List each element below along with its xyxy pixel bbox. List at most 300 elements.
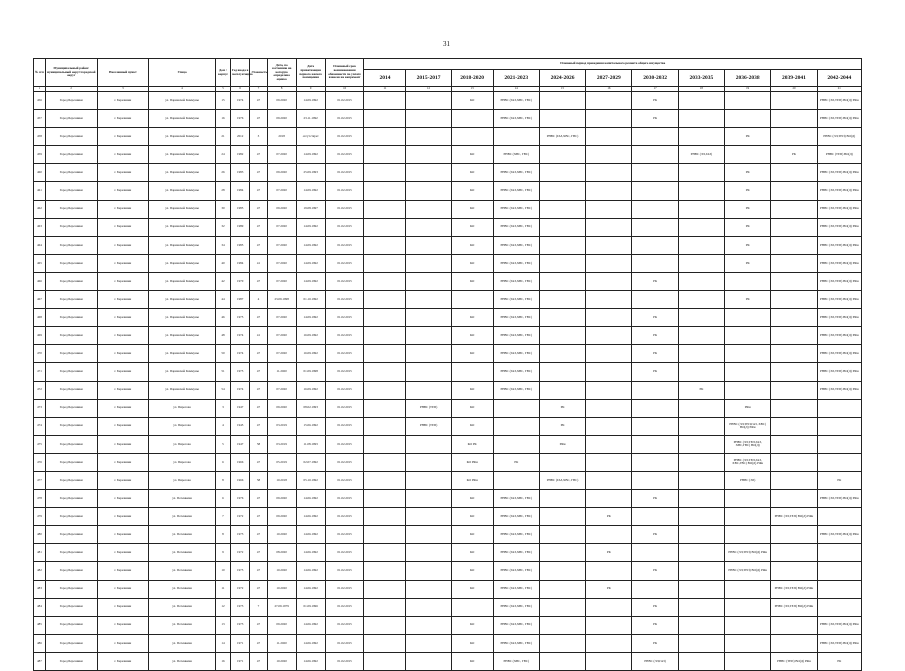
cell-house: 16 bbox=[215, 652, 230, 670]
cell-assessment-date: 09.2020 bbox=[267, 164, 296, 182]
cell-period-2021-2023: РНВС (ГАЗ,ХВС, ГВС) bbox=[493, 562, 539, 580]
cell-period-2015-2017 bbox=[406, 146, 451, 164]
column-number: 4 bbox=[149, 87, 216, 92]
cell-period-2030-2032 bbox=[632, 580, 678, 598]
cell-period-2014 bbox=[364, 435, 406, 453]
cell-locality: г. Березники bbox=[97, 128, 149, 146]
cell-period-2024-2026 bbox=[539, 453, 585, 471]
cell-year-built: 1987 bbox=[230, 291, 249, 309]
cell-municipality: Город Березники bbox=[45, 164, 97, 182]
cell-period-2042-2044 bbox=[817, 580, 861, 598]
cell-year-built: 1972 bbox=[230, 508, 249, 526]
cell-year-built: 1947 bbox=[230, 399, 249, 417]
table-row bbox=[34, 92, 862, 110]
cell-floors: 47 bbox=[250, 381, 267, 399]
cell-obligation-date: 01.02.2015 bbox=[325, 526, 364, 544]
cell-period-2042-2044: РНВС (ЭЛ,ТЕП) ВО(Д) РФн bbox=[817, 309, 861, 327]
cell-period-2014 bbox=[364, 92, 406, 110]
cell-period-2033-2035 bbox=[678, 345, 724, 363]
cell-period-2014 bbox=[364, 363, 406, 381]
cell-municipality: Город Березники bbox=[45, 580, 97, 598]
cell-obligation-date: 01.02.2015 bbox=[325, 634, 364, 652]
cell-period-2036-2038 bbox=[725, 490, 771, 508]
cell-privatization-date: 14.09.1992 bbox=[296, 146, 325, 164]
cell-period-2018-2020: КО bbox=[451, 616, 493, 634]
cell-floors: 58 bbox=[250, 435, 267, 453]
cell-municipality: Город Березники bbox=[45, 291, 97, 309]
cell-street: ул. Потемкина bbox=[149, 580, 216, 598]
cell-period-2021-2023: РНВС (ХВС, ГВС) bbox=[493, 146, 539, 164]
header-year-9: 2039-2041 bbox=[771, 70, 817, 87]
cell-num: 485 bbox=[34, 616, 46, 634]
cell-assessment-date: 09.2020 bbox=[267, 616, 296, 634]
cell-privatization-date: 14.06.1992 bbox=[296, 526, 325, 544]
cell-period-2024-2026 bbox=[539, 92, 585, 110]
column-number: 13 bbox=[451, 87, 493, 92]
cell-period-2033-2035 bbox=[678, 490, 724, 508]
cell-period-2036-2038: РК bbox=[725, 254, 771, 272]
cell-period-2042-2044 bbox=[817, 544, 861, 562]
column-number: 8 bbox=[267, 87, 296, 92]
cell-num: 466 bbox=[34, 272, 46, 290]
cell-period-2030-2032 bbox=[632, 128, 678, 146]
column-number: 6 bbox=[230, 87, 249, 92]
cell-num: 483 bbox=[34, 580, 46, 598]
cell-period-2036-2038 bbox=[725, 272, 771, 290]
cell-assessment-date: 09.2020 bbox=[267, 508, 296, 526]
cell-obligation-date: 01.02.2015 bbox=[325, 146, 364, 164]
cell-period-2033-2035 bbox=[678, 598, 724, 616]
cell-privatization-date: 14.06.1992 bbox=[296, 616, 325, 634]
cell-period-2014 bbox=[364, 236, 406, 254]
cell-period-2024-2026 bbox=[539, 562, 585, 580]
cell-period-2036-2038 bbox=[725, 634, 771, 652]
cell-period-2036-2038: РНВС (ЭЛ,ТЕП,ГАЗ, ХВС) ВО(Д) РФн bbox=[725, 417, 771, 435]
cell-period-2036-2038 bbox=[725, 92, 771, 110]
cell-period-2018-2020: КО bbox=[451, 146, 493, 164]
cell-period-2027-2029 bbox=[586, 110, 632, 128]
cell-period-2042-2044: РНВС (ЭЛ,ТЕП) ВО(Д) РФн bbox=[817, 164, 861, 182]
table-row bbox=[34, 327, 862, 345]
cell-period-2039-2041 bbox=[771, 110, 817, 128]
cell-street: ул. Парижской Коммуны bbox=[149, 254, 216, 272]
cell-num: 465 bbox=[34, 254, 46, 272]
cell-period-2018-2020 bbox=[451, 110, 493, 128]
cell-period-2021-2023: РНВС (ГАЗ,ХВС, ГВС) bbox=[493, 236, 539, 254]
table-row bbox=[34, 435, 862, 453]
cell-period-2014 bbox=[364, 562, 406, 580]
cell-period-2042-2044: РНВС (ЭЛ,ТЕП) ВО(Д) РФн bbox=[817, 182, 861, 200]
cell-period-2027-2029 bbox=[586, 634, 632, 652]
cell-year-built: 1985 bbox=[230, 236, 249, 254]
cell-house: 54 bbox=[215, 381, 230, 399]
cell-floors: 47 bbox=[250, 417, 267, 435]
cell-period-2033-2035 bbox=[678, 92, 724, 110]
cell-street: ул. Парижской Коммуны bbox=[149, 363, 216, 381]
cell-period-2027-2029 bbox=[586, 128, 632, 146]
cell-locality: г. Березники bbox=[97, 309, 149, 327]
cell-municipality: Город Березники bbox=[45, 471, 97, 489]
cell-floors: 47 bbox=[250, 580, 267, 598]
column-number: 3 bbox=[97, 87, 149, 92]
cell-period-2036-2038 bbox=[725, 508, 771, 526]
cell-period-2021-2023: РНВС (ГАЗ,ХВС, ГВС) bbox=[493, 598, 539, 616]
cell-period-2014 bbox=[364, 291, 406, 309]
cell-privatization-date: 25.09.1993 bbox=[296, 164, 325, 182]
cell-period-2014 bbox=[364, 182, 406, 200]
header-plan-period: Плановый период проведения капитального ремонта общего имущества bbox=[364, 59, 862, 70]
cell-assessment-date: 07.2020 bbox=[267, 218, 296, 236]
cell-period-2021-2023: РНВС (ГАЗ,ХВС, ГВС) bbox=[493, 218, 539, 236]
cell-obligation-date: 01.02.2015 bbox=[325, 92, 364, 110]
cell-municipality: Город Березники bbox=[45, 254, 97, 272]
cell-period-2015-2017 bbox=[406, 236, 451, 254]
cell-period-2015-2017 bbox=[406, 490, 451, 508]
cell-period-2021-2023: РНВС (ГАЗ,ХВС, ГВС) bbox=[493, 110, 539, 128]
cell-obligation-date: 01.02.2015 bbox=[325, 128, 364, 146]
cell-street: ул. Парижской Коммуны bbox=[149, 92, 216, 110]
cell-period-2024-2026 bbox=[539, 508, 585, 526]
cell-municipality: Город Березники bbox=[45, 236, 97, 254]
cell-municipality: Город Березники bbox=[45, 544, 97, 562]
cell-locality: г. Березники bbox=[97, 182, 149, 200]
cell-period-2039-2041: РНВС (ЭЛ,ТЕП) ВО(Д) РФн bbox=[771, 580, 817, 598]
cell-obligation-date: 01.02.2015 bbox=[325, 435, 364, 453]
cell-municipality: Город Березники bbox=[45, 399, 97, 417]
cell-period-2018-2020: КО bbox=[451, 652, 493, 670]
cell-assessment-date: 27.09.1979 bbox=[267, 598, 296, 616]
cell-period-2018-2020: КО bbox=[451, 200, 493, 218]
cell-floors: 47 bbox=[250, 110, 267, 128]
repair-schedule-table bbox=[33, 58, 862, 671]
cell-period-2027-2029 bbox=[586, 598, 632, 616]
table-row bbox=[34, 562, 862, 580]
cell-assessment-date: 07.2020 bbox=[267, 236, 296, 254]
cell-period-2030-2032: РК bbox=[632, 562, 678, 580]
cell-period-2030-2032: РК bbox=[632, 327, 678, 345]
cell-period-2018-2020: КО bbox=[451, 164, 493, 182]
header-year-7: 2033-2035 bbox=[678, 70, 724, 87]
cell-period-2042-2044: РНВС (ЭЛ,ТЕП) ВО(Д) РФн bbox=[817, 327, 861, 345]
cell-assessment-date: 03.2019 bbox=[267, 417, 296, 435]
cell-period-2033-2035 bbox=[678, 200, 724, 218]
cell-period-2015-2017 bbox=[406, 471, 451, 489]
cell-assessment-date: 23.09.1998 bbox=[267, 291, 296, 309]
cell-locality: г. Березники bbox=[97, 272, 149, 290]
cell-period-2039-2041 bbox=[771, 200, 817, 218]
cell-period-2036-2038 bbox=[725, 652, 771, 670]
cell-period-2027-2029 bbox=[586, 435, 632, 453]
cell-period-2030-2032: РК bbox=[632, 110, 678, 128]
cell-period-2036-2038: РК bbox=[725, 236, 771, 254]
cell-period-2033-2035 bbox=[678, 616, 724, 634]
cell-period-2014 bbox=[364, 508, 406, 526]
cell-municipality: Город Березники bbox=[45, 490, 97, 508]
cell-locality: г. Березники bbox=[97, 490, 149, 508]
cell-privatization-date: 16.09.1992 bbox=[296, 327, 325, 345]
cell-num: 481 bbox=[34, 544, 46, 562]
cell-period-2018-2020: КО bbox=[451, 417, 493, 435]
cell-period-2027-2029 bbox=[586, 453, 632, 471]
cell-municipality: Город Березники bbox=[45, 146, 97, 164]
cell-street: ул. Парижской Коммуны bbox=[149, 272, 216, 290]
cell-num: 461 bbox=[34, 182, 46, 200]
cell-period-2015-2017 bbox=[406, 291, 451, 309]
cell-house: 15 bbox=[215, 92, 230, 110]
cell-year-built: 1973 bbox=[230, 616, 249, 634]
cell-period-2021-2023: РНВС (ГАЗ,ХВС, ГВС) bbox=[493, 291, 539, 309]
cell-floors: 4 bbox=[250, 291, 267, 309]
cell-period-2021-2023: РНВС (ГАЗ,ХВС, ГВС) bbox=[493, 526, 539, 544]
cell-num: 467 bbox=[34, 291, 46, 309]
cell-house: 30 bbox=[215, 200, 230, 218]
cell-period-2018-2020: КО bbox=[451, 254, 493, 272]
cell-house: 6 bbox=[215, 490, 230, 508]
cell-year-built: 1976 bbox=[230, 490, 249, 508]
cell-obligation-date: 01.02.2015 bbox=[325, 291, 364, 309]
cell-period-2033-2035 bbox=[678, 417, 724, 435]
cell-period-2042-2044: РНВС (ЭЛ,ТЕП) ВО(Д) РФн bbox=[817, 291, 861, 309]
cell-floors: 41 bbox=[250, 254, 267, 272]
cell-period-2014 bbox=[364, 345, 406, 363]
cell-period-2015-2017 bbox=[406, 164, 451, 182]
cell-locality: г. Березники bbox=[97, 526, 149, 544]
cell-period-2018-2020: КО bbox=[451, 236, 493, 254]
cell-assessment-date: 10.2018 bbox=[267, 471, 296, 489]
cell-street: ул. Пирогова bbox=[149, 417, 216, 435]
cell-period-2021-2023: РНВС (ГАЗ,ХВС, ГВС) bbox=[493, 580, 539, 598]
cell-period-2033-2035 bbox=[678, 435, 724, 453]
cell-period-2027-2029 bbox=[586, 218, 632, 236]
cell-period-2030-2032 bbox=[632, 200, 678, 218]
cell-period-2027-2029: РК bbox=[586, 544, 632, 562]
cell-locality: г. Березники bbox=[97, 345, 149, 363]
cell-num: 484 bbox=[34, 598, 46, 616]
cell-period-2021-2023: РНВС (ГАЗ,ХВС, ГВС) bbox=[493, 272, 539, 290]
cell-num: 457 bbox=[34, 110, 46, 128]
cell-floors: 47 bbox=[250, 345, 267, 363]
column-number: 2 bbox=[45, 87, 97, 92]
column-number: 17 bbox=[632, 87, 678, 92]
cell-period-2015-2017 bbox=[406, 363, 451, 381]
cell-period-2015-2017 bbox=[406, 254, 451, 272]
table-row bbox=[34, 381, 862, 399]
cell-locality: г. Березники bbox=[97, 236, 149, 254]
cell-period-2024-2026 bbox=[539, 544, 585, 562]
cell-obligation-date: 01.02.2015 bbox=[325, 562, 364, 580]
cell-privatization-date: 11.08.1993 bbox=[296, 435, 325, 453]
cell-period-2018-2020: КО bbox=[451, 218, 493, 236]
cell-floors: 3 bbox=[250, 128, 267, 146]
cell-period-2042-2044: РНВС (ЭЛ,ТЕП) ВО(Д) РФн bbox=[817, 272, 861, 290]
cell-period-2036-2038 bbox=[725, 526, 771, 544]
cell-assessment-date: 07.2020 bbox=[267, 381, 296, 399]
table-row bbox=[34, 490, 862, 508]
cell-locality: г. Березники bbox=[97, 598, 149, 616]
cell-period-2039-2041 bbox=[771, 634, 817, 652]
cell-obligation-date: 01.02.2015 bbox=[325, 471, 364, 489]
cell-locality: г. Березники bbox=[97, 363, 149, 381]
cell-street: ул. Парижской Коммуны bbox=[149, 182, 216, 200]
cell-num: 459 bbox=[34, 146, 46, 164]
cell-locality: г. Березники bbox=[97, 399, 149, 417]
table-row bbox=[34, 345, 862, 363]
cell-house: 46 bbox=[215, 309, 230, 327]
cell-num: 463 bbox=[34, 218, 46, 236]
cell-street: ул. Пирогова bbox=[149, 399, 216, 417]
cell-period-2036-2038 bbox=[725, 110, 771, 128]
cell-period-2014 bbox=[364, 526, 406, 544]
cell-year-built: 1971 bbox=[230, 652, 249, 670]
cell-obligation-date: 01.02.2015 bbox=[325, 381, 364, 399]
cell-period-2015-2017 bbox=[406, 544, 451, 562]
cell-street: ул. Потемкина bbox=[149, 598, 216, 616]
cell-municipality: Город Березники bbox=[45, 110, 97, 128]
cell-house: 4 bbox=[215, 417, 230, 435]
cell-street: ул. Потемкина bbox=[149, 544, 216, 562]
cell-locality: г. Березники bbox=[97, 435, 149, 453]
cell-period-2036-2038: РНВС (ЭЛ,ТЕП) ВО(Д) РФн bbox=[725, 544, 771, 562]
header-row bbox=[34, 59, 862, 70]
cell-period-2042-2044 bbox=[817, 562, 861, 580]
cell-privatization-date: 14.06.1992 bbox=[296, 652, 325, 670]
cell-obligation-date: 01.02.2015 bbox=[325, 182, 364, 200]
cell-house: 24 bbox=[215, 146, 230, 164]
cell-obligation-date: 01.02.2015 bbox=[325, 616, 364, 634]
cell-period-2024-2026 bbox=[539, 634, 585, 652]
header-year-0: 2014 bbox=[364, 70, 406, 87]
cell-num: 470 bbox=[34, 345, 46, 363]
cell-period-2024-2026 bbox=[539, 490, 585, 508]
cell-house: 8 bbox=[215, 526, 230, 544]
cell-period-2042-2044: РНВС (ЭЛ,ТЕП) ВО(Д) РФн bbox=[817, 110, 861, 128]
cell-period-2018-2020: КО bbox=[451, 272, 493, 290]
cell-period-2018-2020: КО РФн bbox=[451, 453, 493, 471]
cell-period-2021-2023: РНВС (ГАЗ,ХВС, ГВС) bbox=[493, 508, 539, 526]
cell-period-2036-2038: РФн bbox=[725, 399, 771, 417]
cell-num: 478 bbox=[34, 490, 46, 508]
cell-period-2027-2029: РК bbox=[586, 580, 632, 598]
column-number: 10 bbox=[325, 87, 364, 92]
table-row bbox=[34, 110, 862, 128]
cell-privatization-date: 01.09.1996 bbox=[296, 598, 325, 616]
cell-period-2033-2035 bbox=[678, 182, 724, 200]
cell-period-2024-2026 bbox=[539, 363, 585, 381]
header-year-1: 2015-2017 bbox=[406, 70, 451, 87]
cell-period-2024-2026 bbox=[539, 291, 585, 309]
cell-privatization-date: 14.09.1992 bbox=[296, 309, 325, 327]
cell-assessment-date: 07.2020 bbox=[267, 182, 296, 200]
cell-privatization-date: 16.09.1992 bbox=[296, 345, 325, 363]
cell-period-2014 bbox=[364, 254, 406, 272]
cell-period-2033-2035 bbox=[678, 309, 724, 327]
cell-period-2030-2032 bbox=[632, 182, 678, 200]
cell-year-built: 1983 bbox=[230, 164, 249, 182]
cell-locality: г. Березники bbox=[97, 146, 149, 164]
cell-assessment-date: 10.2020 bbox=[267, 526, 296, 544]
cell-obligation-date: 01.02.2015 bbox=[325, 490, 364, 508]
cell-obligation-date: 01.02.2015 bbox=[325, 363, 364, 381]
cell-street: ул. Парижской Коммуны bbox=[149, 218, 216, 236]
table-row bbox=[34, 164, 862, 182]
cell-period-2033-2035 bbox=[678, 634, 724, 652]
header-num: № п/п bbox=[34, 59, 46, 87]
cell-year-built: 1974 bbox=[230, 381, 249, 399]
cell-obligation-date: 01.02.2015 bbox=[325, 399, 364, 417]
cell-period-2027-2029 bbox=[586, 146, 632, 164]
cell-street: ул. Парижской Коммуны bbox=[149, 327, 216, 345]
cell-num: 482 bbox=[34, 562, 46, 580]
cell-period-2021-2023: РНВС (ГАЗ,ХВС, ГВС) bbox=[493, 200, 539, 218]
cell-period-2039-2041 bbox=[771, 327, 817, 345]
cell-period-2014 bbox=[364, 309, 406, 327]
cell-period-2030-2032 bbox=[632, 453, 678, 471]
table-row bbox=[34, 471, 862, 489]
cell-period-2039-2041 bbox=[771, 291, 817, 309]
cell-period-2018-2020: КО bbox=[451, 381, 493, 399]
cell-period-2030-2032 bbox=[632, 218, 678, 236]
cell-period-2033-2035 bbox=[678, 652, 724, 670]
cell-house: 13 bbox=[215, 616, 230, 634]
cell-locality: г. Березники bbox=[97, 327, 149, 345]
cell-period-2030-2032 bbox=[632, 254, 678, 272]
cell-assessment-date: 07.2020 bbox=[267, 327, 296, 345]
cell-period-2042-2044 bbox=[817, 417, 861, 435]
cell-period-2033-2035 bbox=[678, 164, 724, 182]
cell-floors: 47 bbox=[250, 146, 267, 164]
cell-period-2018-2020: КО bbox=[451, 345, 493, 363]
cell-period-2024-2026 bbox=[539, 580, 585, 598]
cell-period-2018-2020: КО bbox=[451, 92, 493, 110]
column-number: 5 bbox=[215, 87, 230, 92]
cell-obligation-date: 01.02.2015 bbox=[325, 598, 364, 616]
cell-obligation-date: 01.02.2015 bbox=[325, 164, 364, 182]
column-number: 20 bbox=[771, 87, 817, 92]
cell-municipality: Город Березники bbox=[45, 345, 97, 363]
column-number: 19 bbox=[725, 87, 771, 92]
table-row bbox=[34, 634, 862, 652]
cell-municipality: Город Березники bbox=[45, 616, 97, 634]
cell-street: ул. Парижской Коммуны bbox=[149, 164, 216, 182]
cell-period-2027-2029 bbox=[586, 200, 632, 218]
header-year-2: 2018-2020 bbox=[451, 70, 493, 87]
cell-period-2030-2032: РК bbox=[632, 616, 678, 634]
cell-obligation-date: 01.02.2015 bbox=[325, 236, 364, 254]
cell-num: 464 bbox=[34, 236, 46, 254]
column-number: 21 bbox=[817, 87, 861, 92]
cell-street: ул. Потемкина bbox=[149, 526, 216, 544]
cell-num: 479 bbox=[34, 508, 46, 526]
cell-privatization-date: 23.11.1992 bbox=[296, 110, 325, 128]
cell-period-2030-2032 bbox=[632, 508, 678, 526]
cell-period-2027-2029 bbox=[586, 291, 632, 309]
header-assessment-date: Дата, по состоянию на которую определена оценка bbox=[267, 59, 296, 87]
cell-street: ул. Парижской Коммуны bbox=[149, 291, 216, 309]
cell-privatization-date: отсутствует bbox=[296, 128, 325, 146]
cell-locality: г. Березники bbox=[97, 453, 149, 471]
cell-period-2039-2041 bbox=[771, 218, 817, 236]
cell-locality: г. Березники bbox=[97, 200, 149, 218]
table-row bbox=[34, 616, 862, 634]
cell-period-2039-2041 bbox=[771, 435, 817, 453]
cell-period-2015-2017 bbox=[406, 580, 451, 598]
cell-year-built: 1975 bbox=[230, 562, 249, 580]
column-number: 15 bbox=[539, 87, 585, 92]
cell-period-2039-2041 bbox=[771, 453, 817, 471]
cell-locality: г. Березники bbox=[97, 544, 149, 562]
cell-street: ул. Парижской Коммуны bbox=[149, 110, 216, 128]
table-row bbox=[34, 399, 862, 417]
